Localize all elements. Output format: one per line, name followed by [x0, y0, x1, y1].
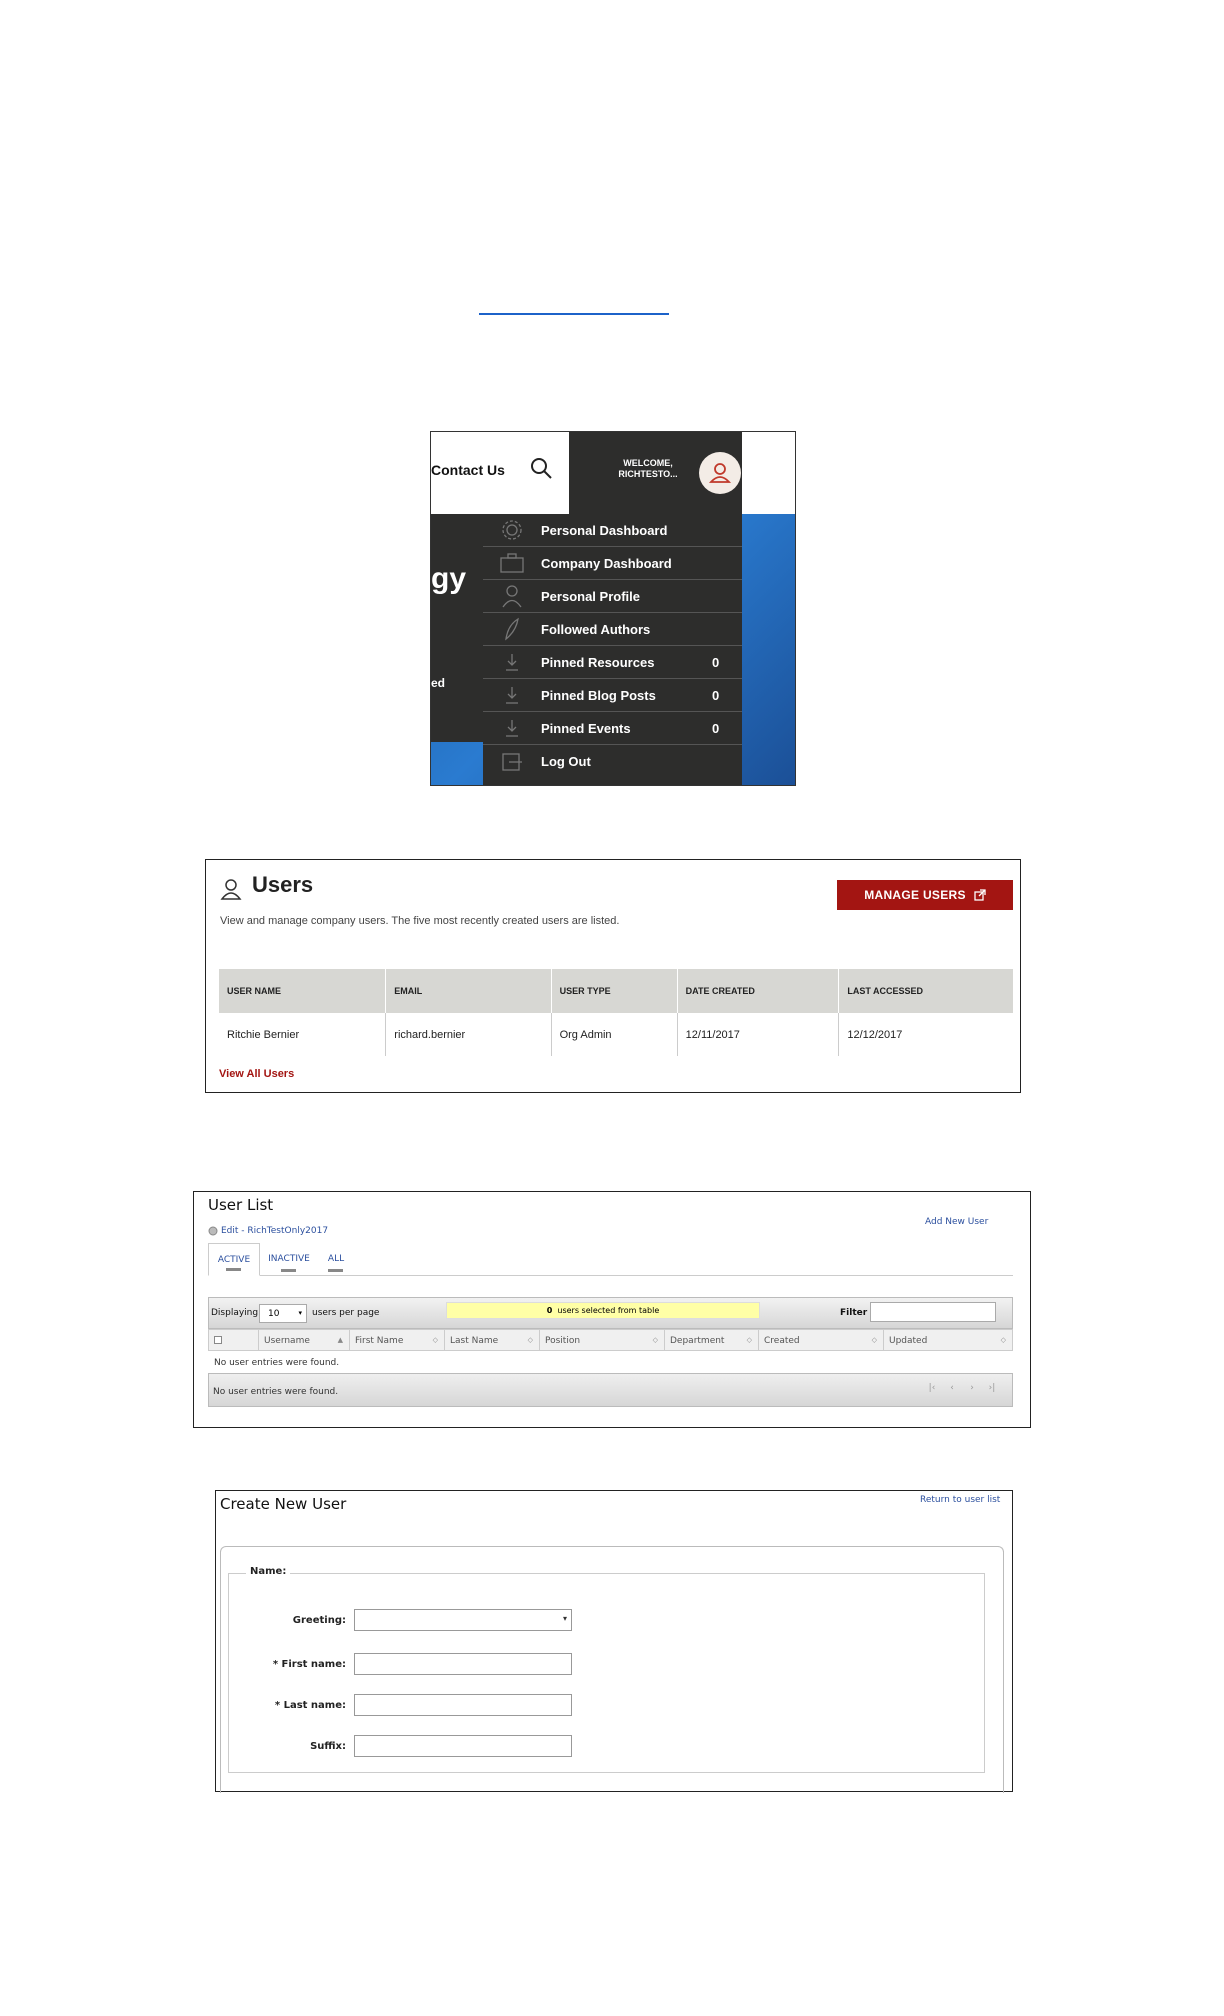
view-all-users-link[interactable]: View All Users: [219, 1068, 295, 1080]
user-icon: [220, 878, 242, 900]
table-footer: [208, 1373, 1013, 1407]
gear-icon: [208, 1226, 218, 1236]
welcome-text: WELCOME, RICHTESTO...: [618, 458, 678, 479]
account-dropdown: [483, 514, 742, 786]
table-row: [219, 1013, 1013, 1056]
displaying-label: Displaying: [211, 1308, 259, 1318]
panel-title: User List: [208, 1196, 274, 1214]
search-icon[interactable]: [529, 456, 553, 480]
add-new-user-link[interactable]: Add New User: [925, 1217, 989, 1227]
first-page-icon[interactable]: |‹: [928, 1383, 936, 1393]
sort-icon: ◇: [432, 1336, 438, 1344]
sort-icon: ◇: [1000, 1336, 1006, 1344]
column-header-username[interactable]: Username ▲: [259, 1330, 350, 1350]
avatar[interactable]: [699, 452, 741, 494]
menu-item-pinned-blog-posts[interactable]: [483, 679, 742, 712]
manage-users-button[interactable]: MANAGE USERS: [837, 880, 1013, 910]
menu-item-label: Log Out: [541, 754, 591, 769]
sort-icon: ◇: [871, 1336, 877, 1344]
select-all-checkbox-cell: [209, 1330, 259, 1350]
column-header-updated[interactable]: Updated ◇: [889, 1336, 1006, 1346]
tab-active[interactable]: ACTIVE: [208, 1243, 260, 1276]
last-name-field[interactable]: [354, 1694, 572, 1716]
return-to-user-list-link[interactable]: Return to user list: [920, 1495, 1001, 1505]
download-icon: [483, 646, 541, 679]
header-right: [742, 432, 796, 514]
first-name-field[interactable]: [354, 1653, 572, 1675]
external-link-icon: [974, 889, 986, 901]
prev-page-icon[interactable]: ‹: [950, 1383, 954, 1393]
edit-link[interactable]: Edit - RichTestOnly2017: [208, 1226, 328, 1236]
first-name-row: [236, 1653, 572, 1675]
sort-icon: ▲: [337, 1336, 343, 1344]
empty-message: No user entries were found.: [214, 1358, 340, 1368]
column-header: LAST ACCESSED: [839, 969, 1013, 1013]
menu-item-personal-dashboard[interactable]: [483, 514, 742, 547]
chevron-down-icon: ▾: [298, 1309, 302, 1317]
greeting-label: Greeting:: [292, 1614, 346, 1626]
filter-label: Filter: [840, 1308, 868, 1318]
menu-item-label: Personal Profile: [541, 588, 640, 604]
per-page-label: users per page: [312, 1308, 380, 1318]
menu-item-label: Company Dashboard: [541, 555, 672, 571]
feather-icon: [483, 613, 541, 646]
menu-item-label: Pinned Blog Posts: [541, 687, 656, 703]
per-page-select[interactable]: 10 ▾: [259, 1304, 307, 1323]
briefcase-icon: [483, 547, 541, 580]
date-created-cell: 12/11/2017: [677, 1013, 839, 1056]
tab-inactive[interactable]: INACTIVE: [264, 1243, 314, 1276]
column-header-position[interactable]: Position ◇: [540, 1330, 665, 1350]
menu-item-count: 0: [712, 687, 720, 703]
tab-all[interactable]: ALL: [316, 1243, 356, 1276]
greeting-select[interactable]: [354, 1609, 572, 1631]
link-underline[interactable]: [479, 313, 669, 315]
pagination: [924, 1383, 1000, 1397]
menu-item-personal-profile[interactable]: [483, 580, 742, 613]
fieldset-legend: Name:: [246, 1566, 290, 1577]
next-page-icon[interactable]: ›: [970, 1383, 974, 1393]
menu-item-pinned-events[interactable]: [483, 712, 742, 745]
users-card: [205, 859, 1021, 1093]
logout-icon: [483, 745, 541, 778]
account-menu-screenshot: [430, 431, 796, 786]
user-list-panel: [193, 1191, 1031, 1428]
last-accessed-cell: 12/12/2017: [847, 1028, 903, 1041]
suffix-label: Suffix:: [310, 1740, 346, 1752]
hero-text-fragment: ed: [431, 676, 446, 690]
select-all-checkbox[interactable]: [214, 1336, 222, 1344]
last-name-label: * Last name:: [274, 1699, 346, 1711]
sort-icon: ◇: [746, 1336, 752, 1344]
user-type-cell: Org Admin: [551, 1013, 677, 1056]
menu-item-company-dashboard[interactable]: [483, 547, 742, 580]
menu-item-label: Pinned Resources: [541, 654, 655, 670]
users-table: [219, 969, 1013, 1056]
sort-icon: ◇: [652, 1336, 658, 1344]
column-header-first-name[interactable]: First Name ◇: [350, 1330, 445, 1350]
hero-dark-panel: [431, 514, 483, 742]
user-icon: [699, 452, 741, 494]
email-cell: richard.bernier: [386, 1013, 551, 1056]
column-header-last-name[interactable]: Last Name ◇: [445, 1330, 540, 1350]
card-title: Users: [252, 872, 314, 897]
column-header-department[interactable]: Department ◇: [665, 1330, 759, 1350]
download-icon: [483, 679, 541, 712]
column-header-created[interactable]: Created ◇: [759, 1330, 884, 1350]
greeting-row: [236, 1609, 572, 1631]
menu-item-label: Followed Authors: [541, 621, 651, 637]
column-header: EMAIL: [386, 969, 551, 1013]
column-header: DATE CREATED: [677, 969, 839, 1013]
filter-input[interactable]: [870, 1302, 996, 1322]
menu-item-label: Personal Dashboard: [541, 522, 668, 538]
contact-us-link[interactable]: Contact Us: [431, 462, 505, 478]
menu-item-count: 0: [712, 720, 720, 736]
last-name-row: [236, 1694, 572, 1716]
footer-message: No user entries were found.: [213, 1387, 339, 1397]
download-icon: [483, 712, 541, 745]
first-name-label: * First name:: [272, 1658, 346, 1670]
selection-status: 0 users selected from table: [446, 1302, 760, 1319]
table-toolbar: [208, 1297, 1013, 1329]
card-description: View and manage company users. The five most recently created users are listed.: [220, 915, 620, 927]
person-icon: [483, 580, 541, 613]
sort-icon: ◇: [527, 1336, 533, 1344]
menu-item-followed-authors[interactable]: [483, 613, 742, 646]
menu-item-label: Pinned Events: [541, 720, 631, 736]
chevron-down-icon: ▾: [562, 1614, 567, 1623]
column-header: USER NAME: [219, 969, 386, 1013]
suffix-field[interactable]: [354, 1735, 572, 1757]
user-name-cell: Ritchie Bernier: [219, 1013, 386, 1056]
grid-header: [208, 1329, 1013, 1351]
form-title: Create New User: [220, 1495, 347, 1513]
menu-item-pinned-resources[interactable]: [483, 646, 742, 679]
status-tabs: [208, 1243, 1013, 1276]
hero-heading-fragment: gy: [431, 562, 467, 595]
last-page-icon[interactable]: ›|: [988, 1383, 996, 1393]
menu-item-log-out[interactable]: [483, 745, 742, 778]
column-header: USER TYPE: [551, 969, 677, 1013]
gear-icon: [483, 514, 541, 547]
menu-item-count: 0: [712, 654, 720, 670]
suffix-row: [236, 1735, 572, 1757]
create-user-form: [215, 1490, 1013, 1792]
